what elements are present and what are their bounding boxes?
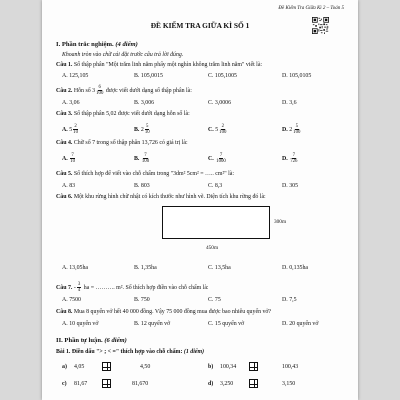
- q3-b-den: 10: [144, 130, 150, 136]
- q5-text: Số thích hợp để viết vào chỗ chấm trong "3dm² 5cm² = ….. cm²" là:: [73, 171, 235, 177]
- q4-option-c[interactable]: [208, 153, 227, 164]
- q1-text: Số thập phân "Một trăm linh năm phẩy một nghìn không trăm linh năm" viết là:: [73, 62, 263, 68]
- q6-text: Một khu rừng hình chữ nhật có kích thước như hình vẽ. Diện tích khu rừng đó là:: [73, 194, 266, 200]
- q2-option-c[interactable]: C. 3,0006: [208, 100, 232, 106]
- bai1-points: (1 điểm): [183, 349, 205, 355]
- cmp-d-answer-box[interactable]: [249, 379, 258, 388]
- q3-c-num: 2: [221, 124, 224, 129]
- q7-option-d[interactable]: D. 7,5: [282, 297, 297, 303]
- q3-b-whole: 2: [140, 126, 144, 133]
- q8-option-d[interactable]: D. 20 quyển vở: [282, 321, 319, 327]
- cmp-b-left: 100,34: [220, 364, 237, 370]
- q4-a-num: 7: [71, 153, 74, 158]
- q4-label: Câu 4.: [56, 140, 73, 146]
- q4-a-key: A.: [62, 155, 68, 162]
- q6-option-b[interactable]: B. 1,35ha: [134, 265, 157, 271]
- q4-option-b[interactable]: [134, 153, 150, 164]
- cmp-a-right: 4,50: [140, 364, 151, 370]
- q3-c-den: 100: [219, 130, 227, 136]
- q3-a-whole: 5: [69, 126, 73, 133]
- forest-rectangle: [162, 206, 270, 239]
- cmp-a-key: [62, 365, 67, 371]
- question-7: [56, 282, 209, 293]
- cmp-b-key: [208, 365, 213, 371]
- q2-frac-num: 6: [98, 85, 101, 90]
- cmp-c-answer-box[interactable]: [102, 379, 111, 388]
- q2-option-b[interactable]: B. 3,006: [134, 100, 155, 106]
- q7-option-b[interactable]: B. 750: [134, 297, 150, 303]
- q3-c-key: C.: [208, 126, 214, 133]
- cmp-d-key: [208, 382, 213, 388]
- q4-a-frac: [70, 153, 75, 164]
- part2-points: (6 điểm): [104, 337, 127, 344]
- q3-option-d[interactable]: [282, 124, 301, 135]
- q3-a-frac: [73, 124, 78, 135]
- q7-frac-den: 4: [77, 288, 81, 294]
- cmp-c-left: 81,67: [74, 381, 88, 387]
- q3-a-den: 10: [73, 130, 78, 136]
- q4-d-num: 7: [292, 153, 296, 158]
- q2-fraction: [96, 85, 103, 96]
- q3-d-num: 5: [295, 124, 298, 129]
- q3-c-frac: [219, 124, 226, 135]
- q3-c-whole: 5: [215, 126, 219, 133]
- q3-b-key: B.: [134, 126, 140, 133]
- question-4: [56, 141, 188, 147]
- q4-c-den: 1000: [216, 159, 226, 165]
- cmp-a-left: 4,05: [74, 364, 85, 370]
- q3-d-frac: [293, 124, 300, 135]
- q5-label: Câu 5.: [56, 171, 73, 177]
- q2-option-a[interactable]: A. 3,06: [62, 100, 80, 106]
- question-2: [56, 85, 192, 96]
- part1-intro: Khoanh tròn vào chữ cái đặt trước câu trả lời đúng.: [62, 52, 184, 58]
- q2-frac-den: 100: [96, 91, 104, 97]
- q4-c-key: C.: [208, 155, 214, 162]
- question-3: [56, 112, 190, 118]
- q7-option-a[interactable]: A. 7500: [62, 297, 81, 303]
- question-6: [56, 195, 266, 201]
- exam-page: [42, 0, 358, 400]
- q8-option-a[interactable]: A. 10 quyển vở: [62, 321, 99, 327]
- q1-option-d[interactable]: D. 105,0105: [282, 73, 312, 79]
- q3-d-den: 100: [293, 130, 301, 136]
- q8-label: Câu 8.: [56, 309, 73, 315]
- cmp-c-key-text: c): [62, 381, 67, 387]
- cmp-b-key-text: b): [208, 364, 214, 370]
- page-header: Đề Kiểm Tra Giữa Kì 2 – Toán 5: [278, 6, 344, 11]
- q7-frac-num: 3: [77, 282, 81, 287]
- q7-option-c[interactable]: C. 75: [208, 297, 221, 303]
- q6-option-c[interactable]: C. 13,5ha: [208, 265, 231, 271]
- q7-text-b: ha = ………. m². Số thích hợp điền vào chỗ chấm là:: [83, 284, 209, 291]
- question-1: [56, 63, 262, 69]
- q3-text: Số thập phân 5,02 được viết dưới dạng hỗn số là:: [73, 111, 190, 117]
- question-5: [56, 172, 234, 178]
- q6-option-d[interactable]: D. 0,135ha: [282, 265, 309, 271]
- q3-a-key: A.: [62, 126, 68, 133]
- forest-width-label: 450m: [206, 245, 219, 251]
- q4-option-d[interactable]: [282, 153, 298, 164]
- q4-d-key: D.: [282, 155, 288, 162]
- q3-d-whole: 2: [289, 126, 293, 133]
- q4-d-den: 726: [290, 159, 298, 165]
- part2-heading: [56, 338, 127, 345]
- q7-text-a: -: [73, 284, 76, 291]
- part1-heading: [56, 42, 138, 49]
- q3-b-frac: [145, 124, 150, 135]
- q6-option-a[interactable]: A. 13,05ha: [62, 265, 89, 271]
- q7-fraction: [77, 282, 81, 293]
- q3-option-a[interactable]: [62, 124, 79, 135]
- cmp-b-right: 100,43: [282, 364, 299, 370]
- bai1-heading: [56, 350, 204, 356]
- q5-option-c[interactable]: C. 8,3: [208, 183, 223, 189]
- cmp-b-answer-box[interactable]: [249, 362, 258, 371]
- q1-label: Câu 1.: [56, 62, 73, 68]
- exam-title: ĐỀ KIỂM TRA GIỮA KÌ SỐ 1: [150, 21, 250, 30]
- q1-option-a[interactable]: A. 125,105: [62, 73, 89, 79]
- q3-a-num: 2: [74, 124, 77, 129]
- part2-heading-text: II. Phần tự luận.: [56, 337, 103, 344]
- q4-b-key: B.: [134, 155, 140, 162]
- q2-option-d[interactable]: D. 3,6: [282, 100, 297, 106]
- cmp-d-right: 3,150: [282, 381, 296, 387]
- cmp-c-key: [62, 382, 67, 388]
- cmp-a-answer-box[interactable]: [102, 362, 111, 371]
- q4-text: Chữ số 7 trong số thập phân 13,726 có giá trị là:: [73, 140, 188, 146]
- question-8: [56, 310, 271, 316]
- q3-d-key: D.: [282, 126, 288, 133]
- q4-d-frac: [290, 153, 297, 164]
- q4-b-frac: [142, 153, 149, 164]
- q7-label: Câu 7.: [56, 284, 73, 291]
- part1-points: (4 điểm): [115, 41, 138, 48]
- q5-option-b[interactable]: B. 803: [134, 183, 150, 189]
- q1-option-b[interactable]: B. 105,0015: [134, 73, 163, 79]
- cmp-a-key-text: a): [62, 364, 67, 370]
- q4-option-a[interactable]: [62, 153, 76, 164]
- q3-option-c[interactable]: [208, 124, 227, 135]
- q2-text-b: được viết dưới dạng số thập phân là:: [105, 87, 192, 94]
- q4-a-den: 10: [70, 159, 76, 165]
- part1-heading-text: I. Phần trắc nghiệm.: [56, 41, 114, 48]
- q4-b-num: 7: [144, 153, 147, 158]
- q3-label: Câu 3.: [56, 111, 73, 117]
- q3-b-num: 5: [146, 124, 149, 129]
- q4-c-frac: [216, 153, 226, 164]
- cmp-c-right: 81,670: [132, 381, 149, 387]
- cmp-d-key-text: d): [208, 381, 214, 387]
- q8-option-c[interactable]: C. 15 quyển vở: [208, 321, 245, 327]
- q4-c-num: 7: [219, 153, 223, 158]
- q5-option-d[interactable]: D. 305: [282, 183, 299, 189]
- cmp-d-left: 3,250: [220, 381, 234, 387]
- q2-label: Câu 2.: [56, 87, 73, 94]
- q2-text-a: Hỗn số 3: [73, 87, 96, 94]
- q5-option-a[interactable]: A. 83: [62, 183, 76, 189]
- forest-height-label: 300m: [274, 219, 287, 225]
- q6-label: Câu 6.: [56, 194, 73, 200]
- q8-text: Mua 8 quyển vở hết 40 000 đồng. Vậy 75 000 đồng mua được bao nhiêu quyển vở?: [73, 309, 272, 315]
- q8-option-b[interactable]: B. 12 quyển vở: [134, 321, 171, 327]
- q4-b-den: 100: [141, 159, 150, 165]
- q3-option-b[interactable]: [134, 124, 151, 135]
- q1-option-c[interactable]: C. 105,1005: [208, 73, 237, 79]
- bai1-label: Bài 1. Điền dấu "> ; < =" thích hợp vào chỗ chấm:: [56, 349, 183, 355]
